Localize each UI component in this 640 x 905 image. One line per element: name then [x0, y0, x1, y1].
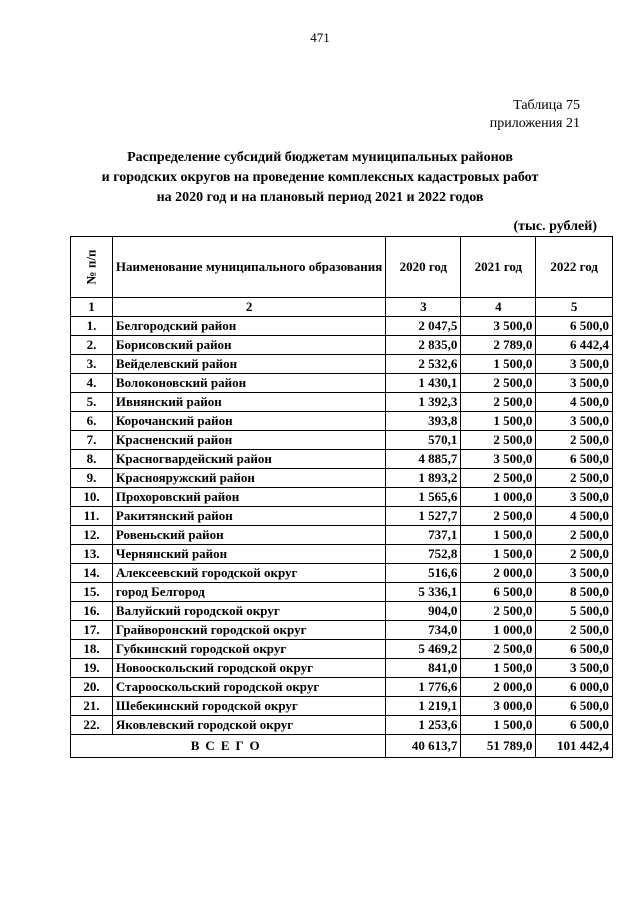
row-number: 4.	[71, 374, 113, 393]
column-index: 4	[461, 298, 536, 317]
value-2021: 1 500,0	[461, 545, 536, 564]
value-2020: 752,8	[386, 545, 461, 564]
value-2021: 1 500,0	[461, 659, 536, 678]
value-2020: 1 392,3	[386, 393, 461, 412]
total-2021: 51 789,0	[461, 735, 536, 758]
value-2020: 2 047,5	[386, 317, 461, 336]
column-index: 2	[112, 298, 385, 317]
municipality-name: Красногвардейский район	[112, 450, 385, 469]
row-number: 18.	[71, 640, 113, 659]
table-row	[71, 336, 613, 355]
table-row	[71, 659, 613, 678]
value-2020: 2 532,6	[386, 355, 461, 374]
value-2022: 6 500,0	[536, 317, 613, 336]
row-number: 14.	[71, 564, 113, 583]
value-2020: 1 253,6	[386, 716, 461, 735]
value-2020: 1 430,1	[386, 374, 461, 393]
table-row	[71, 393, 613, 412]
table-row	[71, 564, 613, 583]
row-number: 6.	[71, 412, 113, 431]
value-2022: 6 000,0	[536, 678, 613, 697]
value-2020: 4 885,7	[386, 450, 461, 469]
value-2021: 2 500,0	[461, 431, 536, 450]
municipality-name: Красненский район	[112, 431, 385, 450]
value-2022: 2 500,0	[536, 431, 613, 450]
table-row	[71, 697, 613, 716]
municipality-name: Новооскольский городской округ	[112, 659, 385, 678]
value-2022: 3 500,0	[536, 659, 613, 678]
municipality-name: Чернянский район	[112, 545, 385, 564]
value-2021: 2 500,0	[461, 374, 536, 393]
municipality-name: Шебекинский городской округ	[112, 697, 385, 716]
municipality-name: Ивнянский район	[112, 393, 385, 412]
value-2022: 6 500,0	[536, 697, 613, 716]
title-line3: на 2020 год и на плановый период 2021 и 2022 годов	[156, 190, 484, 205]
table-row	[71, 716, 613, 735]
table-row	[71, 507, 613, 526]
value-2021: 2 500,0	[461, 602, 536, 621]
row-number: 5.	[71, 393, 113, 412]
value-2021: 6 500,0	[461, 583, 536, 602]
value-2022: 4 500,0	[536, 507, 613, 526]
column-index: 5	[536, 298, 613, 317]
table-row	[71, 412, 613, 431]
table-row	[71, 374, 613, 393]
value-2022: 2 500,0	[536, 469, 613, 488]
value-2021: 2 789,0	[461, 336, 536, 355]
row-number: 8.	[71, 450, 113, 469]
value-2020: 5 336,1	[386, 583, 461, 602]
municipality-name: Валуйский городской округ	[112, 602, 385, 621]
page-number: 471	[310, 30, 330, 45]
table-row	[71, 431, 613, 450]
total-2022: 101 442,4	[536, 735, 613, 758]
value-2021: 2 000,0	[461, 678, 536, 697]
value-2021: 2 000,0	[461, 564, 536, 583]
row-number: 22.	[71, 716, 113, 735]
subsidy-table	[70, 236, 613, 758]
value-2021: 2 500,0	[461, 640, 536, 659]
value-2021: 3 000,0	[461, 697, 536, 716]
value-2022: 2 500,0	[536, 545, 613, 564]
municipality-name: Волоконовский район	[112, 374, 385, 393]
value-2022: 8 500,0	[536, 583, 613, 602]
header-name: Наименование муниципального образования	[112, 237, 385, 298]
value-2020: 1 219,1	[386, 697, 461, 716]
table-row	[71, 583, 613, 602]
value-2021: 1 500,0	[461, 355, 536, 374]
row-number: 15.	[71, 583, 113, 602]
municipality-name: Старооскольский городской округ	[112, 678, 385, 697]
row-number: 11.	[71, 507, 113, 526]
row-number: 19.	[71, 659, 113, 678]
row-number: 2.	[71, 336, 113, 355]
row-number: 21.	[71, 697, 113, 716]
header-2022: 2022 год	[536, 237, 613, 298]
row-number: 12.	[71, 526, 113, 545]
value-2020: 516,6	[386, 564, 461, 583]
municipality-name: Яковлевский городской округ	[112, 716, 385, 735]
row-number: 20.	[71, 678, 113, 697]
table-reference-line2: приложения 21	[489, 116, 580, 131]
municipality-name: Ровеньский район	[112, 526, 385, 545]
row-number: 13.	[71, 545, 113, 564]
value-2021: 2 500,0	[461, 507, 536, 526]
value-2021: 1 500,0	[461, 716, 536, 735]
table-row	[71, 450, 613, 469]
municipality-name: Краснояружский район	[112, 469, 385, 488]
value-2022: 2 500,0	[536, 526, 613, 545]
municipality-name: Ракитянский район	[112, 507, 385, 526]
total-label: ВСЕГО	[71, 735, 386, 758]
value-2020: 5 469,2	[386, 640, 461, 659]
municipality-name: Борисовский район	[112, 336, 385, 355]
value-2022: 3 500,0	[536, 355, 613, 374]
value-2022: 6 500,0	[536, 640, 613, 659]
column-index: 1	[71, 298, 113, 317]
value-2020: 737,1	[386, 526, 461, 545]
value-2020: 393,8	[386, 412, 461, 431]
column-index-row	[71, 298, 613, 317]
value-2022: 4 500,0	[536, 393, 613, 412]
value-2020: 904,0	[386, 602, 461, 621]
value-2020: 1 893,2	[386, 469, 461, 488]
municipality-name: Белгородский район	[112, 317, 385, 336]
document-title	[40, 148, 600, 208]
title-line1: Распределение субсидий бюджетам муниципальных районов	[127, 150, 513, 165]
value-2020: 1 565,6	[386, 488, 461, 507]
title-line2: и городских округов на проведение комплексных кадастровых работ	[101, 170, 539, 185]
municipality-name: Грайворонский городской округ	[112, 621, 385, 640]
table-reference	[490, 97, 580, 133]
row-number: 7.	[71, 431, 113, 450]
table-reference-line1: Таблица 75	[513, 98, 580, 113]
row-number: 3.	[71, 355, 113, 374]
municipality-name: Алексеевский городской округ	[112, 564, 385, 583]
table-row	[71, 355, 613, 374]
value-2021: 2 500,0	[461, 469, 536, 488]
table-row	[71, 545, 613, 564]
table-row	[71, 602, 613, 621]
value-2021: 1 000,0	[461, 621, 536, 640]
value-2022: 6 500,0	[536, 450, 613, 469]
value-2022: 2 500,0	[536, 621, 613, 640]
table-row	[71, 526, 613, 545]
row-number: 17.	[71, 621, 113, 640]
table-row	[71, 488, 613, 507]
header-2021: 2021 год	[461, 237, 536, 298]
row-number: 16.	[71, 602, 113, 621]
header-2020: 2020 год	[386, 237, 461, 298]
table-row	[71, 640, 613, 659]
municipality-name: Губкинский городской округ	[112, 640, 385, 659]
value-2020: 2 835,0	[386, 336, 461, 355]
value-2021: 3 500,0	[461, 450, 536, 469]
value-2022: 6 500,0	[536, 716, 613, 735]
value-2020: 1 527,7	[386, 507, 461, 526]
value-2022: 6 442,4	[536, 336, 613, 355]
value-2022: 5 500,0	[536, 602, 613, 621]
table-row	[71, 469, 613, 488]
value-2020: 734,0	[386, 621, 461, 640]
value-2021: 2 500,0	[461, 393, 536, 412]
row-number: 10.	[71, 488, 113, 507]
column-index: 3	[386, 298, 461, 317]
value-2021: 3 500,0	[461, 317, 536, 336]
value-2020: 1 776,6	[386, 678, 461, 697]
total-row	[71, 735, 613, 758]
value-2022: 3 500,0	[536, 412, 613, 431]
table-row	[71, 678, 613, 697]
municipality-name: Корочанский район	[112, 412, 385, 431]
header-num-label: № п/п	[83, 249, 99, 285]
row-number: 1.	[71, 317, 113, 336]
municipality-name: город Белгород	[112, 583, 385, 602]
municipality-name: Вейделевский район	[112, 355, 385, 374]
table-row	[71, 317, 613, 336]
total-2020: 40 613,7	[386, 735, 461, 758]
value-2022: 3 500,0	[536, 564, 613, 583]
units-label: (тыс. рублей)	[513, 219, 597, 234]
row-number: 9.	[71, 469, 113, 488]
value-2021: 1 000,0	[461, 488, 536, 507]
municipality-name: Прохоровский район	[112, 488, 385, 507]
value-2022: 3 500,0	[536, 488, 613, 507]
value-2021: 1 500,0	[461, 412, 536, 431]
table-body	[71, 317, 613, 735]
value-2020: 841,0	[386, 659, 461, 678]
value-2022: 3 500,0	[536, 374, 613, 393]
value-2020: 570,1	[386, 431, 461, 450]
header-num	[71, 237, 113, 298]
value-2021: 1 500,0	[461, 526, 536, 545]
table-header-row	[71, 237, 613, 298]
table-row	[71, 621, 613, 640]
